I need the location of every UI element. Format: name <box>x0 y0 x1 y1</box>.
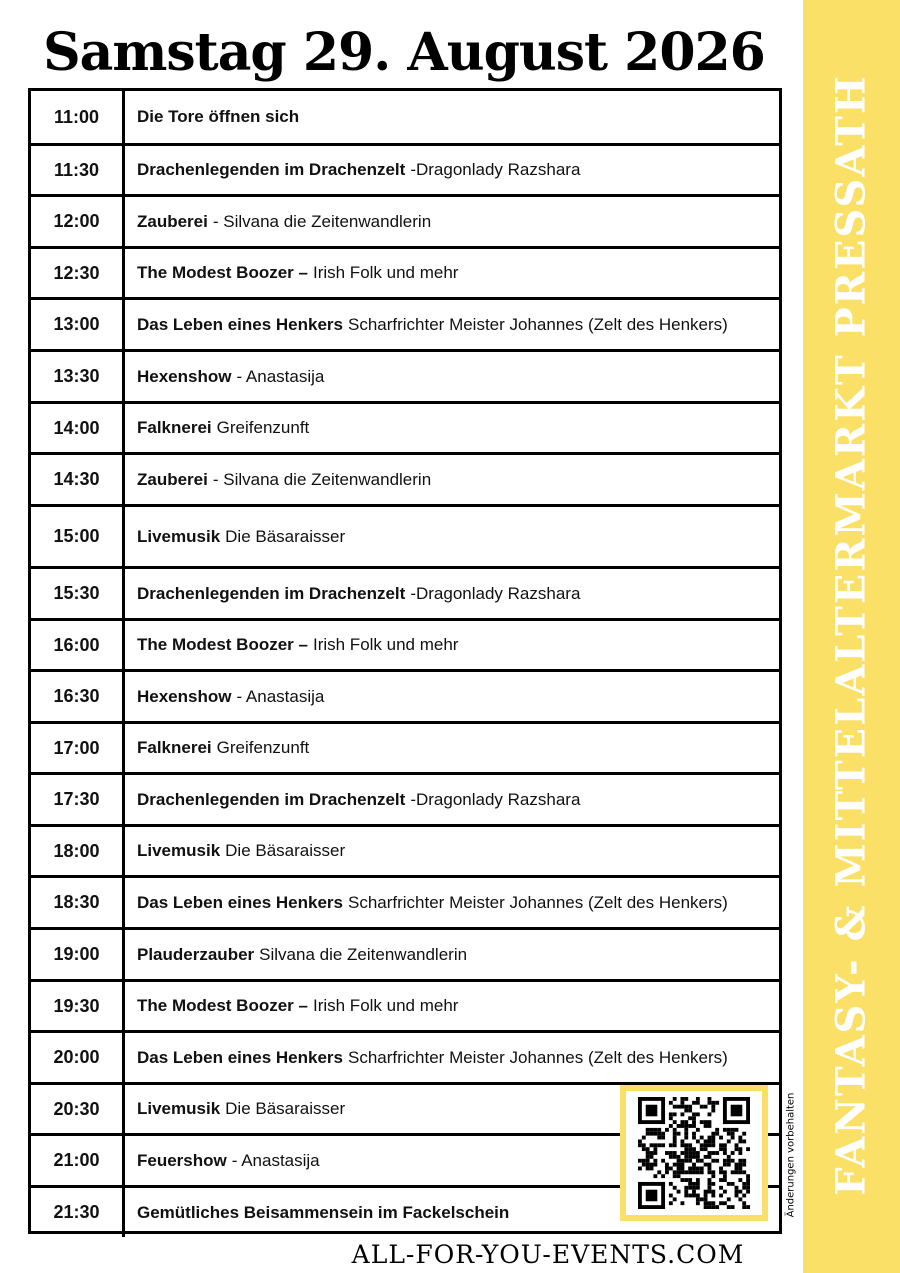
time-cell: 20:30 <box>31 1085 125 1133</box>
event-detail: Die Bäsaraisser <box>225 841 346 860</box>
time-cell: 13:30 <box>31 352 125 401</box>
event-name: Plauderzauber <box>137 944 255 964</box>
event-name: Das Leben eines Henkers <box>137 314 343 334</box>
footer-website[interactable]: ALL-FOR-YOU-EVENTS.COM <box>351 1240 745 1269</box>
time-cell: 16:30 <box>31 672 125 721</box>
event-name: Die Tore öffnen sich <box>137 107 300 126</box>
event-detail: - Anastasija <box>231 1150 320 1170</box>
event-detail: - Silvana die Zeitenwandlerin <box>212 211 432 231</box>
time-cell: 15:30 <box>31 569 125 618</box>
event-name: Das Leben eines Henkers <box>137 1047 343 1067</box>
side-title: FANTASY- & MITTELALTERMARKT PRESSATH <box>827 74 875 1196</box>
time-cell: 21:00 <box>31 1136 125 1185</box>
time-cell: 11:30 <box>31 146 125 194</box>
schedule-row <box>31 618 779 669</box>
schedule-row <box>31 91 779 143</box>
event-cell <box>137 1033 773 1082</box>
event-name: Livemusik <box>137 841 221 860</box>
schedule-row <box>31 194 779 246</box>
event-detail: - Silvana die Zeitenwandlerin <box>212 469 432 489</box>
time-cell: 15:00 <box>31 507 125 566</box>
event-name: Zauberei <box>137 211 208 231</box>
schedule-row <box>31 927 779 979</box>
event-name: The Modest Boozer – <box>137 263 308 282</box>
time-cell: 20:00 <box>31 1033 125 1082</box>
event-name: Drachenlegenden im Drachenzelt <box>137 160 406 179</box>
time-cell: 19:30 <box>31 982 125 1030</box>
event-detail: -Dragonlady Razshara <box>410 583 581 603</box>
qr-code-icon <box>638 1097 750 1209</box>
event-detail: Greifenzunft <box>216 418 310 437</box>
event-cell <box>137 249 773 297</box>
schedule-row <box>31 349 779 401</box>
event-cell <box>137 621 773 669</box>
schedule-table <box>28 88 782 1234</box>
event-detail: Irish Folk und mehr <box>312 635 459 654</box>
time-cell: 21:30 <box>31 1188 125 1237</box>
time-cell: 18:30 <box>31 878 125 927</box>
event-detail: -Dragonlady Razshara <box>410 160 581 179</box>
event-detail: Irish Folk und mehr <box>312 996 459 1015</box>
schedule-row <box>31 401 779 452</box>
schedule-row <box>31 721 779 772</box>
event-name: Zauberei <box>137 469 208 489</box>
time-cell: 13:00 <box>31 300 125 349</box>
page-title: Samstag 29. August 2026 <box>43 22 765 83</box>
time-cell: 14:30 <box>31 455 125 504</box>
time-cell: 11:00 <box>31 91 125 143</box>
event-detail: Die Bäsaraisser <box>225 526 346 546</box>
time-cell: 18:00 <box>31 827 125 875</box>
event-name: Hexenshow <box>137 686 232 706</box>
event-cell <box>137 455 773 504</box>
event-cell <box>137 300 773 349</box>
event-cell <box>137 724 773 772</box>
schedule-row <box>31 566 779 618</box>
time-cell: 17:30 <box>31 775 125 824</box>
event-cell <box>137 507 773 566</box>
time-cell: 16:00 <box>31 621 125 669</box>
event-cell <box>137 197 773 246</box>
schedule-row <box>31 772 779 824</box>
schedule-row <box>31 875 779 927</box>
event-cell <box>137 878 773 927</box>
time-cell: 19:00 <box>31 930 125 979</box>
schedule-row <box>31 297 779 349</box>
schedule-row <box>31 504 779 566</box>
schedule-row <box>31 246 779 297</box>
time-cell: 12:30 <box>31 249 125 297</box>
event-name: Drachenlegenden im Drachenzelt <box>137 789 406 809</box>
event-detail: - Anastasija <box>236 686 325 706</box>
event-cell <box>137 827 773 875</box>
schedule-row <box>31 979 779 1030</box>
qr-code[interactable] <box>620 1085 768 1221</box>
event-detail: Greifenzunft <box>216 738 310 757</box>
event-name: Gemütliches Beisammensein im Fackelschein <box>137 1202 510 1222</box>
event-detail: Scharfrichter Meister Johannes (Zelt des Henkers) <box>347 314 728 334</box>
event-detail: -Dragonlady Razshara <box>410 789 581 809</box>
event-name: Livemusik <box>137 526 221 546</box>
event-cell <box>137 982 773 1030</box>
event-cell <box>137 569 773 618</box>
event-name: Drachenlegenden im Drachenzelt <box>137 583 406 603</box>
event-cell <box>137 775 773 824</box>
schedule-row <box>31 1030 779 1082</box>
event-detail: - Anastasija <box>236 366 325 386</box>
schedule-row <box>31 669 779 721</box>
event-name: Hexenshow <box>137 366 232 386</box>
schedule-row <box>31 452 779 504</box>
time-cell: 14:00 <box>31 404 125 452</box>
event-cell <box>137 404 773 452</box>
schedule-row <box>31 824 779 875</box>
event-detail: Silvana die Zeitenwandlerin <box>259 944 468 964</box>
event-detail: Die Bäsaraisser <box>225 1099 346 1118</box>
event-name: Feuershow <box>137 1150 227 1170</box>
changes-note: Änderungen vorbehalten <box>785 1092 797 1218</box>
schedule-row <box>31 143 779 194</box>
event-name: The Modest Boozer – <box>137 996 308 1015</box>
event-cell <box>137 146 773 194</box>
event-name: Livemusik <box>137 1099 221 1118</box>
event-detail: Scharfrichter Meister Johannes (Zelt des Henkers) <box>347 1047 728 1067</box>
event-cell <box>137 91 773 143</box>
time-cell: 12:00 <box>31 197 125 246</box>
event-name: Das Leben eines Henkers <box>137 892 343 912</box>
event-detail: Irish Folk und mehr <box>312 263 459 282</box>
event-cell <box>137 672 773 721</box>
event-cell <box>137 930 773 979</box>
event-detail: Scharfrichter Meister Johannes (Zelt des Henkers) <box>347 892 728 912</box>
time-cell: 17:00 <box>31 724 125 772</box>
event-name: The Modest Boozer – <box>137 635 308 654</box>
event-cell <box>137 352 773 401</box>
event-name: Falknerei <box>137 418 212 437</box>
event-name: Falknerei <box>137 738 212 757</box>
